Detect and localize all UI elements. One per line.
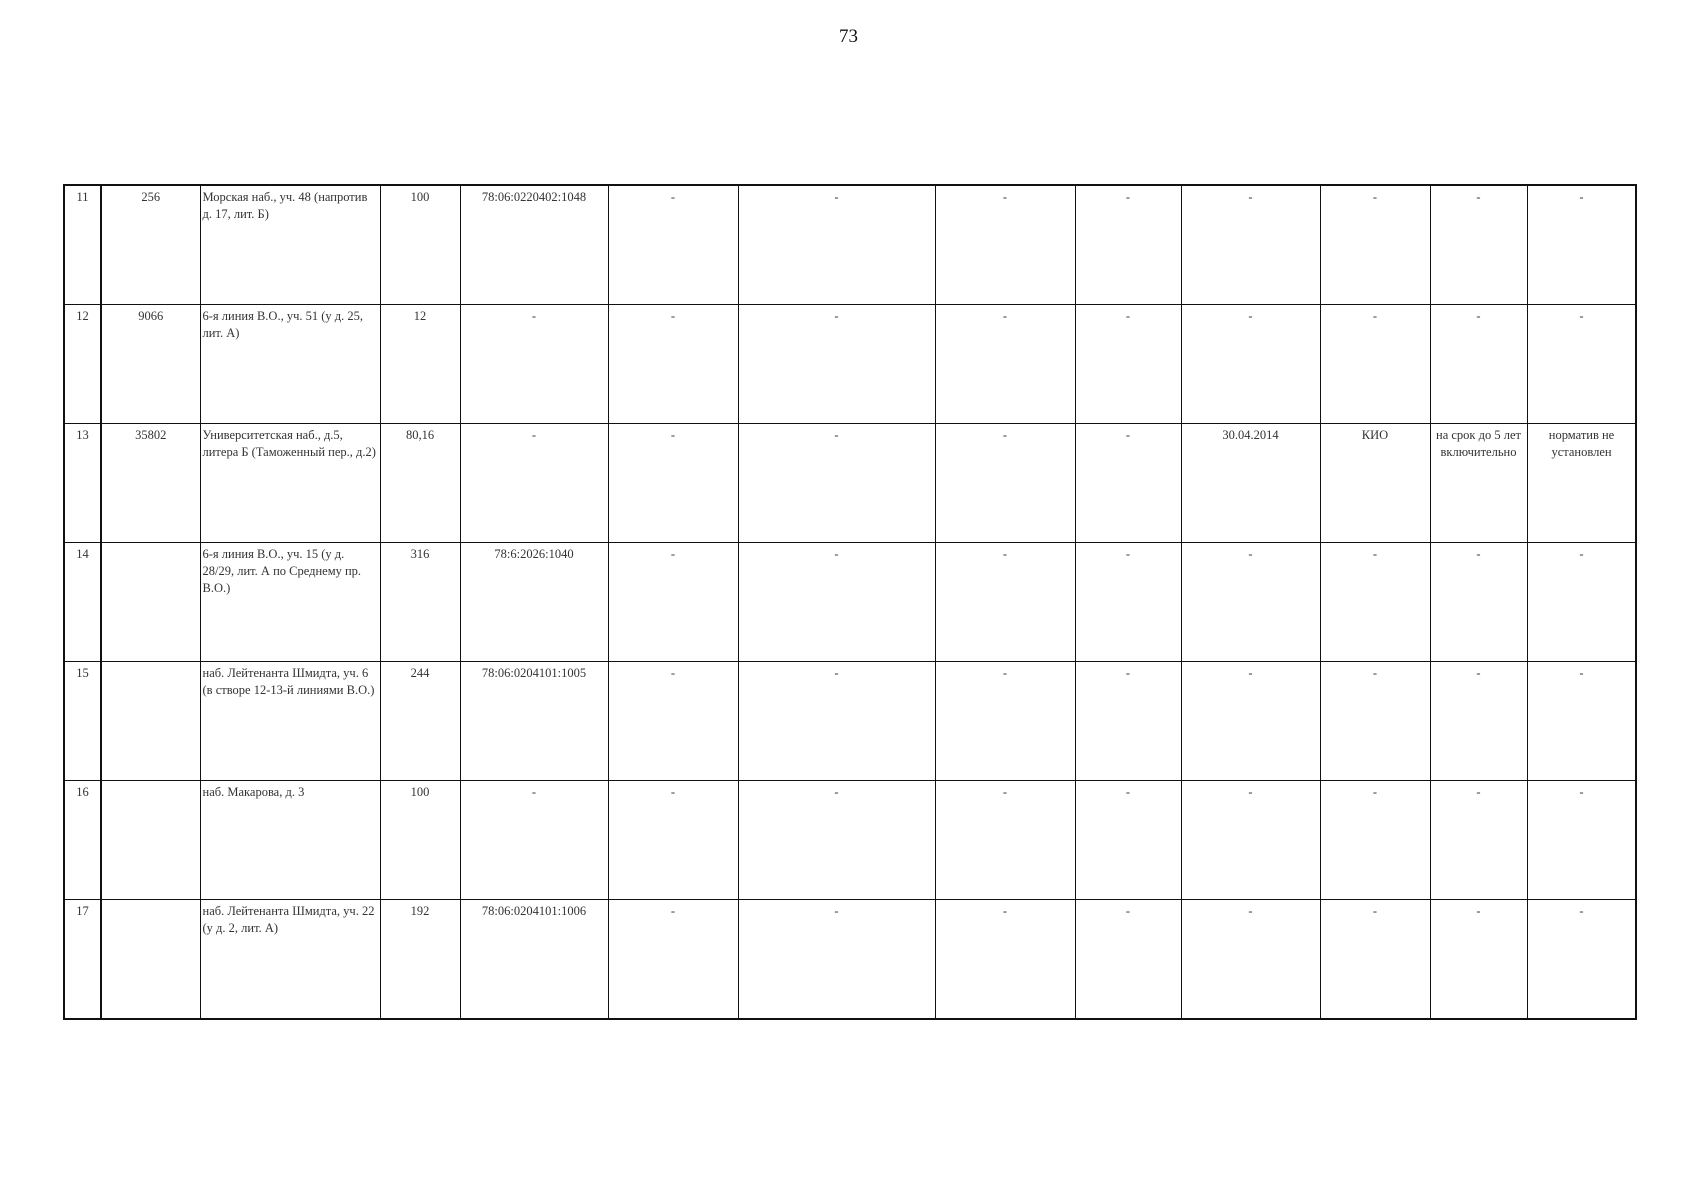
row-number-cell: 11 <box>64 185 101 305</box>
registry-table <box>63 184 1637 1020</box>
registry-body <box>64 185 1636 1019</box>
table-row <box>64 781 1636 900</box>
table-row <box>64 900 1636 1020</box>
cadastral-number-cell: 78:06:0204101:1006 <box>460 900 608 1020</box>
date-cell: 30.04.2014 <box>1181 424 1320 543</box>
area-cell: 80,16 <box>380 424 460 543</box>
area-cell: 192 <box>380 900 460 1020</box>
column-9-cell: - <box>1075 900 1181 1020</box>
cadastral-number-cell: - <box>460 305 608 424</box>
cadastral-number-cell: 78:6:2026:1040 <box>460 543 608 662</box>
column-7-cell: - <box>738 543 935 662</box>
column-9-cell: - <box>1075 662 1181 781</box>
term-cell: - <box>1430 305 1527 424</box>
norm-cell: - <box>1527 900 1636 1020</box>
row-number-cell: 13 <box>64 424 101 543</box>
cadastral-number-cell: - <box>460 781 608 900</box>
column-9-cell: - <box>1075 305 1181 424</box>
address-cell: наб. Лейтенанта Шмидта, уч. 6 (в створе 12-13-й линиями В.О.) <box>200 662 380 781</box>
address-cell: наб. Макарова, д. 3 <box>200 781 380 900</box>
term-cell: - <box>1430 185 1527 305</box>
date-cell: - <box>1181 543 1320 662</box>
row-number-cell: 17 <box>64 900 101 1020</box>
row-number-cell: 12 <box>64 305 101 424</box>
norm-cell: - <box>1527 185 1636 305</box>
table-row <box>64 305 1636 424</box>
organization-cell: - <box>1320 662 1430 781</box>
organization-cell: - <box>1320 900 1430 1020</box>
term-cell: - <box>1430 781 1527 900</box>
area-cell: 316 <box>380 543 460 662</box>
organization-cell: - <box>1320 781 1430 900</box>
column-8-cell: - <box>935 543 1075 662</box>
column-9-cell: - <box>1075 424 1181 543</box>
norm-cell: - <box>1527 543 1636 662</box>
row-number-cell: 16 <box>64 781 101 900</box>
norm-cell: - <box>1527 662 1636 781</box>
column-6-cell: - <box>608 662 738 781</box>
cadastral-number-cell: 78:06:0220402:1048 <box>460 185 608 305</box>
column-8-cell: - <box>935 781 1075 900</box>
date-cell: - <box>1181 900 1320 1020</box>
cadastral-number-cell: - <box>460 424 608 543</box>
row-number-cell: 14 <box>64 543 101 662</box>
norm-cell: - <box>1527 781 1636 900</box>
column-6-cell: - <box>608 424 738 543</box>
term-cell: - <box>1430 662 1527 781</box>
address-cell: Университетская наб., д.5, литера Б (Таможенный пер., д.2) <box>200 424 380 543</box>
organization-cell: - <box>1320 185 1430 305</box>
address-cell: 6-я линия В.О., уч. 51 (у д. 25, лит. А) <box>200 305 380 424</box>
cadastral-number-cell: 78:06:0204101:1005 <box>460 662 608 781</box>
column-9-cell: - <box>1075 543 1181 662</box>
column-8-cell: - <box>935 305 1075 424</box>
address-cell: наб. Лейтенанта Шмидта, уч. 22 (у д. 2, лит. А) <box>200 900 380 1020</box>
column-6-cell: - <box>608 543 738 662</box>
table-row <box>64 185 1636 305</box>
object-code-cell <box>101 781 200 900</box>
organization-cell: - <box>1320 543 1430 662</box>
column-7-cell: - <box>738 305 935 424</box>
term-cell: на срок до 5 лет включительно <box>1430 424 1527 543</box>
row-number-cell: 15 <box>64 662 101 781</box>
organization-cell: КИО <box>1320 424 1430 543</box>
area-cell: 100 <box>380 781 460 900</box>
area-cell: 244 <box>380 662 460 781</box>
column-8-cell: - <box>935 662 1075 781</box>
date-cell: - <box>1181 662 1320 781</box>
term-cell: - <box>1430 900 1527 1020</box>
object-code-cell <box>101 900 200 1020</box>
object-code-cell <box>101 662 200 781</box>
column-7-cell: - <box>738 185 935 305</box>
date-cell: - <box>1181 781 1320 900</box>
column-7-cell: - <box>738 900 935 1020</box>
area-cell: 12 <box>380 305 460 424</box>
address-cell: 6-я линия В.О., уч. 15 (у д. 28/29, лит. А по Среднему пр. В.О.) <box>200 543 380 662</box>
object-code-cell <box>101 543 200 662</box>
column-6-cell: - <box>608 185 738 305</box>
column-9-cell: - <box>1075 781 1181 900</box>
date-cell: - <box>1181 185 1320 305</box>
object-code-cell: 256 <box>101 185 200 305</box>
object-code-cell: 35802 <box>101 424 200 543</box>
norm-cell: - <box>1527 305 1636 424</box>
area-cell: 100 <box>380 185 460 305</box>
column-6-cell: - <box>608 305 738 424</box>
column-6-cell: - <box>608 781 738 900</box>
organization-cell: - <box>1320 305 1430 424</box>
column-7-cell: - <box>738 781 935 900</box>
address-cell: Морская наб., уч. 48 (напротив д. 17, лит. Б) <box>200 185 380 305</box>
column-9-cell: - <box>1075 185 1181 305</box>
object-code-cell: 9066 <box>101 305 200 424</box>
column-7-cell: - <box>738 424 935 543</box>
date-cell: - <box>1181 305 1320 424</box>
table-row <box>64 424 1636 543</box>
norm-cell: норматив не установлен <box>1527 424 1636 543</box>
column-6-cell: - <box>608 900 738 1020</box>
page-number: 73 <box>839 26 858 47</box>
table-row <box>64 662 1636 781</box>
term-cell: - <box>1430 543 1527 662</box>
table-row <box>64 543 1636 662</box>
column-7-cell: - <box>738 662 935 781</box>
column-8-cell: - <box>935 185 1075 305</box>
column-8-cell: - <box>935 900 1075 1020</box>
column-8-cell: - <box>935 424 1075 543</box>
